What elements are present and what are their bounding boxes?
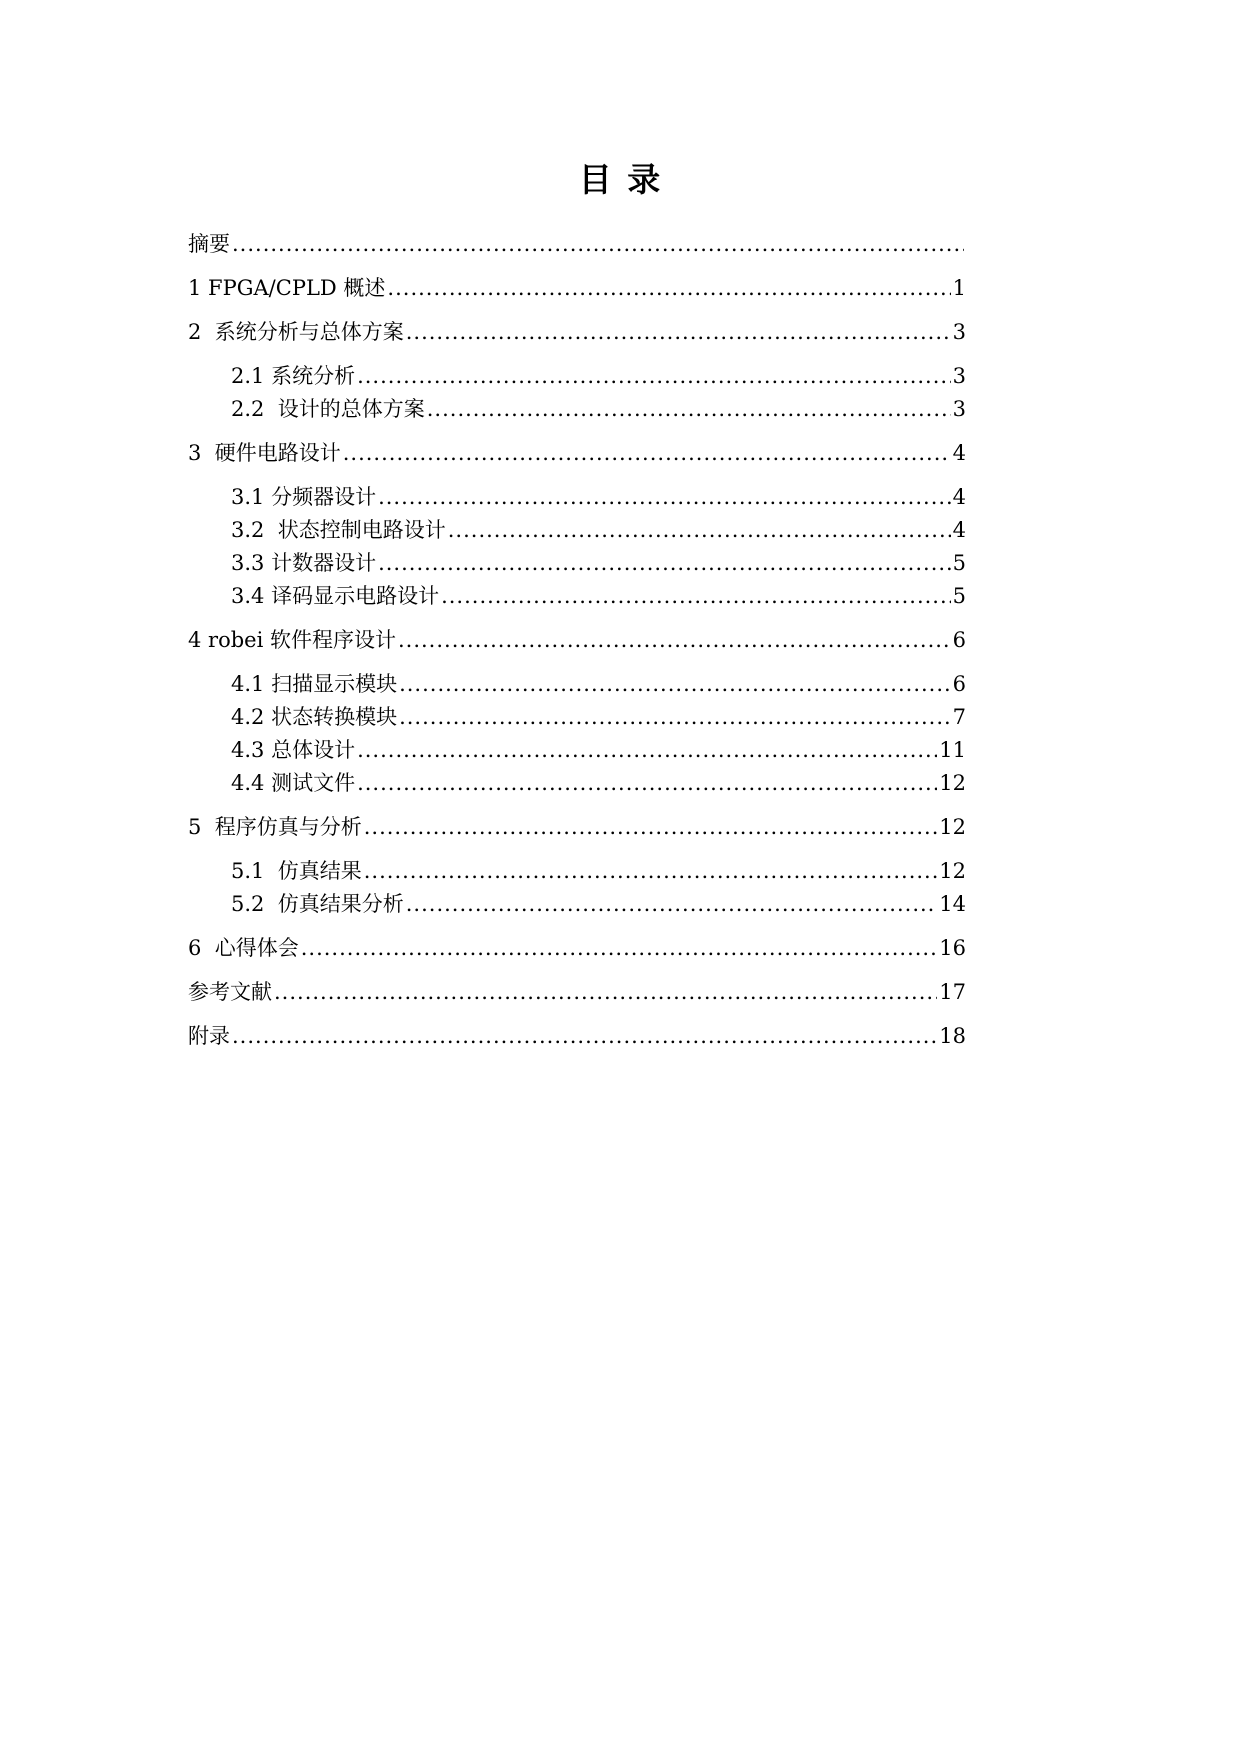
toc-entry-page: 12 [939,771,966,795]
toc-entry-chapter-3[interactable] [188,437,966,470]
toc-dot-leader [441,580,951,613]
toc-entry-page: 18 [939,1024,966,1048]
toc-dot-leader [399,668,951,701]
toc-entry-section-5-1[interactable] [188,855,966,888]
toc-entry-page: 5 [952,584,966,608]
toc-entry-page: 3 [952,364,966,388]
toc-entry-label: 3.3 计数器设计 [231,551,377,575]
toc-entry-label: 3.4 译码显示电路设计 [231,584,440,608]
toc-entry-label: 2.1 系统分析 [231,364,356,388]
toc-entry-label: 4.4 测试文件 [231,771,356,795]
toc-entry-section-5-2[interactable] [188,888,966,921]
toc-entry-page: 12 [939,859,966,883]
toc-entry-page: 11 [939,738,966,762]
toc-dot-leader [357,767,937,800]
toc-title: 目 录 [578,160,663,199]
toc-dot-leader [448,514,951,547]
toc-entry-page: 17 [939,980,966,1004]
toc-entry-section-3-4[interactable] [188,580,966,613]
toc-entry-chapter-2[interactable] [188,316,966,349]
toc-entry-section-4-2[interactable] [188,701,966,734]
toc-entry-page: 6 [952,672,966,696]
toc-entry-label: 5 程序仿真与分析 [188,815,362,839]
toc-dot-leader [378,547,951,580]
toc-entry-section-2-2[interactable] [188,393,966,426]
toc-entry-page: 16 [939,936,966,960]
toc-entry-label: 1 FPGA/CPLD 概述 [188,276,386,300]
toc-entry-section-4-3[interactable] [188,734,966,767]
toc-dot-leader [387,272,950,305]
toc-entry-label: 4.3 总体设计 [231,738,356,762]
toc-entry-section-4-4[interactable] [188,767,966,800]
toc-entry-label: 摘要 [188,232,230,256]
toc-entry-label: 4.2 状态转换模块 [231,705,398,729]
toc-entry-label: 附录 [188,1024,230,1048]
toc-entry-label: 参考文献 [188,980,272,1004]
toc-dot-leader [232,228,964,261]
toc-dot-leader [406,888,938,921]
toc-entry-section-3-3[interactable] [188,547,966,580]
toc-dot-leader [232,1020,937,1053]
toc-list [188,228,966,1053]
toc-entry-label: 4 robei 软件程序设计 [188,628,396,652]
toc-dot-leader [427,393,951,426]
toc-entry-references[interactable] [188,976,966,1009]
toc-dot-leader [274,976,937,1009]
toc-entry-page: 6 [952,628,966,652]
toc-dot-leader [301,932,938,965]
toc-dot-leader [364,811,938,844]
toc-entry-page: 3 [952,320,966,344]
toc-entry-label: 3.2 状态控制电路设计 [231,518,446,542]
toc-entry-page: 4 [952,485,966,509]
toc-entry-label: 3 硬件电路设计 [188,441,341,465]
toc-entry-page: 7 [952,705,966,729]
toc-entry-label: 5.1 仿真结果 [231,859,362,883]
toc-entry-label: 3.1 分频器设计 [231,485,377,509]
toc-entry-page: 4 [952,518,966,542]
toc-dot-leader [364,855,938,888]
toc-entry-page: 14 [939,892,966,916]
toc-entry-label: 5.2 仿真结果分析 [231,892,404,916]
toc-entry-section-3-1[interactable] [188,481,966,514]
toc-entry-page: 12 [939,815,966,839]
toc-entry-chapter-5[interactable] [188,811,966,844]
toc-entry-abstract[interactable] [188,228,966,261]
toc-entry-chapter-4[interactable] [188,624,966,657]
toc-entry-page: 1 [952,276,966,300]
toc-entry-page: 5 [952,551,966,575]
toc-entry-chapter-1[interactable] [188,272,966,305]
toc-dot-leader [378,481,951,514]
toc-dot-leader [399,701,951,734]
toc-entry-page: 4 [952,441,966,465]
toc-entry-label: 4.1 扫描显示模块 [231,672,398,696]
toc-dot-leader [357,734,937,767]
toc-dot-leader [343,437,951,470]
toc-entry-label: 2.2 设计的总体方案 [231,397,425,421]
toc-entry-section-2-1[interactable] [188,360,966,393]
toc-dot-leader [398,624,951,657]
toc-entry-chapter-6[interactable] [188,932,966,965]
toc-entry-label: 2 系统分析与总体方案 [188,320,404,344]
toc-entry-section-4-1[interactable] [188,668,966,701]
toc-entry-page: 3 [952,397,966,421]
toc-dot-leader [406,316,951,349]
toc-entry-label: 6 心得体会 [188,936,299,960]
toc-dot-leader [357,360,951,393]
toc-entry-section-3-2[interactable] [188,514,966,547]
toc-entry-appendix[interactable] [188,1020,966,1053]
